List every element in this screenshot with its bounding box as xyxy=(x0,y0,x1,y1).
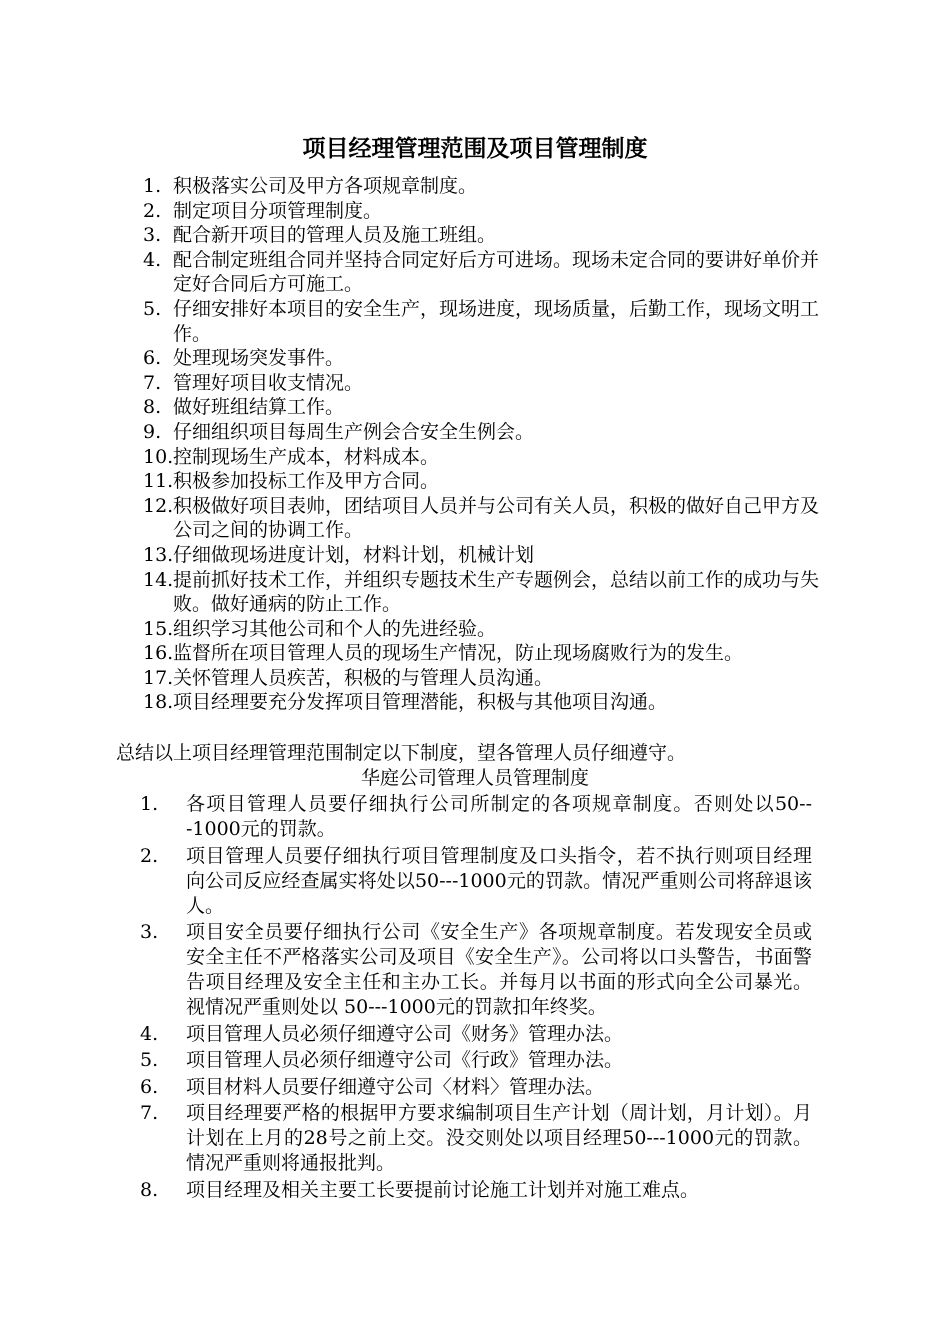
item-number: 4. xyxy=(140,1022,159,1045)
scope-list xyxy=(143,174,823,715)
list-item xyxy=(140,1178,812,1203)
item-text: 处理现场突发事件。 xyxy=(173,347,345,370)
item-text: 仔细安排好本项目的安全生产，现场进度，现场质量，后勤工作，现场文明工作。 xyxy=(173,297,820,345)
item-text: 提前抓好技术工作，并组织专题技术生产专题例会，总结以前工作的成功与失败。做好通病的防止工作。 xyxy=(173,568,820,616)
section-subtitle: 华庭公司管理人员管理制度 xyxy=(360,767,589,789)
item-text: 项目管理人员必须仔细遵守公司《财务》管理办法。 xyxy=(186,1022,624,1045)
item-text: 关怀管理人员疾苦，积极的与管理人员沟通。 xyxy=(173,666,554,689)
item-text: 积极做好项目表帅，团结项目人员并与公司有关人员，积极的做好自己甲方及公司之间的协调工作。 xyxy=(173,494,820,542)
list-item xyxy=(143,420,823,445)
item-number: 10. xyxy=(143,445,174,468)
list-item xyxy=(140,1022,812,1047)
item-text: 积极参加投标工作及甲方合同。 xyxy=(173,470,440,493)
list-item xyxy=(140,920,812,1020)
list-item xyxy=(143,641,823,666)
item-text: 项目安全员要仔细执行公司《安全生产》各项规章制度。若发现安全员或安全主任不严格落实公司及项目《安全生产》。公司将以口头警告，书面警告项目经理及安全主任和主办工长。并每月以书面的形式向全公司暴光。视情况严重则处以 50---1000元的罚款扣年终奖。 xyxy=(186,921,812,1018)
item-number: 4. xyxy=(143,248,162,271)
item-number: 6. xyxy=(140,1075,159,1098)
item-number: 16. xyxy=(143,642,174,665)
item-number: 8. xyxy=(140,1178,159,1201)
list-item xyxy=(143,371,823,396)
list-item xyxy=(140,792,812,842)
list-item xyxy=(143,543,823,568)
list-item xyxy=(143,690,823,715)
list-item xyxy=(143,346,823,371)
item-text: 项目管理人员要仔细执行项目管理制度及口头指令，若不执行则项目经理向公司反应经查属实将处以50---1000元的罚款。情况严重则公司将辞退该人。 xyxy=(186,844,812,917)
item-number: 7. xyxy=(143,371,162,394)
item-number: 1. xyxy=(143,175,162,197)
item-number: 2. xyxy=(143,199,162,222)
list-item xyxy=(143,223,823,248)
item-text: 配合制定班组合同并坚持合同定好后方可进场。现场未定合同的要讲好单价并定好合同后方可施工。 xyxy=(173,248,820,296)
list-item xyxy=(143,445,823,470)
list-item xyxy=(140,1075,812,1100)
item-number: 11. xyxy=(143,470,174,493)
list-item xyxy=(143,666,823,691)
item-number: 1. xyxy=(140,793,159,815)
item-number: 9. xyxy=(143,420,162,443)
item-text: 仔细组织项目每周生产例会合安全生例会。 xyxy=(173,420,535,443)
item-text: 各项目管理人员要仔细执行公司所制定的各项规章制度。否则处以50---1000元的罚款。 xyxy=(186,793,812,840)
list-item xyxy=(143,395,823,420)
list-item xyxy=(140,844,812,919)
item-number: 14. xyxy=(143,568,174,591)
item-number: 8. xyxy=(143,396,162,419)
item-number: 18. xyxy=(143,691,174,714)
item-number: 5. xyxy=(143,297,162,320)
list-item xyxy=(143,568,823,617)
item-number: 6. xyxy=(143,347,162,370)
list-item xyxy=(143,469,823,494)
list-item xyxy=(140,1101,812,1176)
item-text: 制定项目分项管理制度。 xyxy=(173,199,383,222)
item-number: 3. xyxy=(140,921,159,943)
item-number: 12. xyxy=(143,494,174,517)
item-number: 3. xyxy=(143,224,162,247)
list-item xyxy=(140,1048,812,1073)
list-item xyxy=(143,174,823,199)
item-number: 15. xyxy=(143,617,174,640)
item-text: 配合新开项目的管理人员及施工班组。 xyxy=(173,224,497,247)
item-text: 控制现场生产成本，材料成本。 xyxy=(173,445,440,468)
summary-text: 总结以上项目经理管理范围制定以下制度，望各管理人员仔细遵守。 xyxy=(116,742,687,764)
item-text: 管理好项目收支情况。 xyxy=(173,371,364,394)
item-text: 组织学习其他公司和个人的先进经验。 xyxy=(173,617,497,640)
item-text: 项目经理要充分发挥项目管理潜能，积极与其他项目沟通。 xyxy=(173,691,668,714)
item-number: 7. xyxy=(140,1102,159,1124)
item-text: 监督所在项目管理人员的现场生产情况，防止现场腐败行为的发生。 xyxy=(173,642,744,665)
item-text: 项目经理及相关主要工长要提前讨论施工计划并对施工难点。 xyxy=(186,1178,700,1201)
item-number: 13. xyxy=(143,543,174,566)
item-number: 2. xyxy=(140,844,159,867)
rules-list xyxy=(140,792,812,1204)
document-title: 项目经理管理范围及项目管理制度 xyxy=(302,135,648,162)
item-number: 5. xyxy=(140,1049,159,1071)
item-number: 17. xyxy=(143,666,174,689)
list-item xyxy=(143,199,823,224)
list-item xyxy=(143,617,823,642)
list-item xyxy=(143,297,823,346)
item-text: 仔细做现场进度计划，材料计划，机械计划 xyxy=(173,543,535,566)
item-text: 做好班组结算工作。 xyxy=(173,396,345,419)
item-text: 积极落实公司及甲方各项规章制度。 xyxy=(173,175,478,197)
list-item xyxy=(143,494,823,543)
list-item xyxy=(143,248,823,297)
item-text: 项目材料人员要仔细遵守公司〈材料〉管理办法。 xyxy=(186,1075,605,1098)
item-text: 项目经理要严格的根据甲方要求编制项目生产计划（周计划，月计划）。月计划在上月的28号之前上交。没交则处以项目经理50---1000元的罚款。情况严重则将通报批判。 xyxy=(186,1102,812,1174)
item-text: 项目管理人员必须仔细遵守公司《行政》管理办法。 xyxy=(186,1049,624,1071)
